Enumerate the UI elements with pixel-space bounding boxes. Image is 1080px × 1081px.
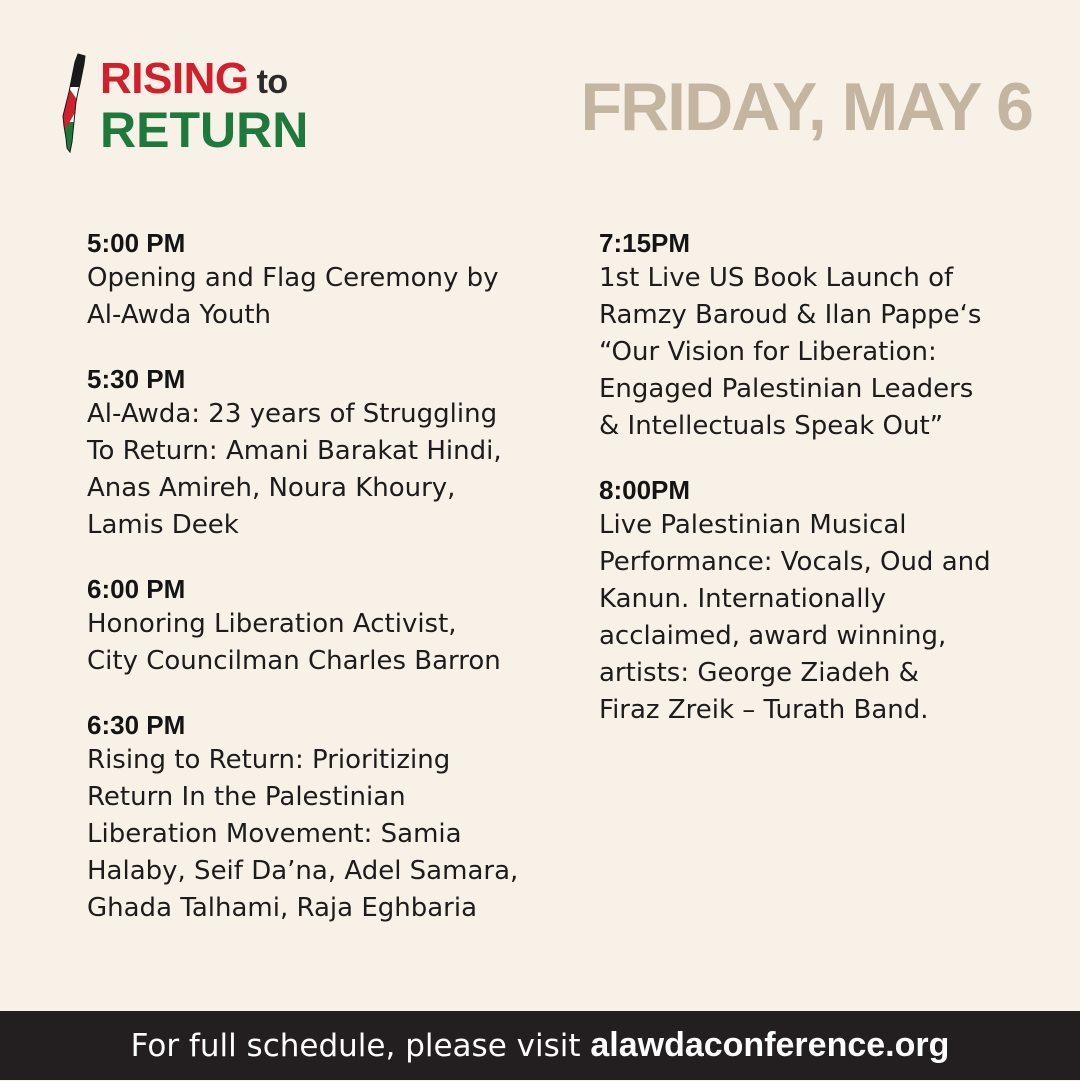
- footer-text: For full schedule, please visit: [130, 1028, 591, 1064]
- event-time: 5:00 PM: [87, 228, 186, 258]
- schedule-right-column: [599, 226, 1049, 757]
- logo-to: to: [256, 63, 288, 101]
- logo-rising: RISING: [100, 54, 249, 103]
- event-time: 6:00 PM: [87, 574, 186, 604]
- palestine-map-icon: [58, 52, 94, 156]
- schedule-left-column: [87, 226, 547, 955]
- footer-banner: [0, 1011, 1080, 1080]
- logo-return: RETURN: [100, 102, 309, 158]
- schedule-item: [87, 572, 547, 680]
- event-time: 7:15PM: [599, 228, 691, 258]
- event-description: Opening and Flag Ceremony by Al-Awda Youth: [87, 263, 499, 330]
- schedule-item: [87, 362, 547, 544]
- event-description: Al-Awda: 23 years of Struggling To Return: Amani Barakat Hindi, Anas Amireh, Noura Khoury, Lamis Deek: [87, 399, 502, 540]
- event-time: 5:30 PM: [87, 364, 186, 394]
- schedule-item: [87, 226, 547, 334]
- event-description: 1st Live US Book Launch of Ramzy Baroud & Ilan Pappe‘s “Our Vision for Liberation: Engaged Palestinian Leaders & Intellectuals Speak Out”: [599, 263, 982, 441]
- footer-url-link[interactable]: alawdaconference.org: [590, 1026, 950, 1064]
- schedule-item: [599, 226, 1049, 445]
- event-time: 8:00PM: [599, 475, 691, 505]
- event-time: 6:30 PM: [87, 710, 186, 740]
- event-description: Live Palestinian Musical Performance: Vocals, Oud and Kanun. Internationally acclaimed, award winning, artists: George Ziadeh & Firaz Zreik – Turath Band.: [599, 510, 991, 725]
- event-description: Rising to Return: Prioritizing Return In the Palestinian Liberation Movement: Samia Halaby, Seif Da’na, Adel Samara, Ghada Talhami, Raja Eghbaria: [87, 745, 519, 923]
- event-date: FRIDAY, MAY 6: [580, 69, 1032, 145]
- schedule-item: [599, 473, 1049, 729]
- logo: [58, 52, 348, 156]
- schedule-item: [87, 708, 547, 927]
- event-description: Honoring Liberation Activist, City Councilman Charles Barron: [87, 609, 501, 676]
